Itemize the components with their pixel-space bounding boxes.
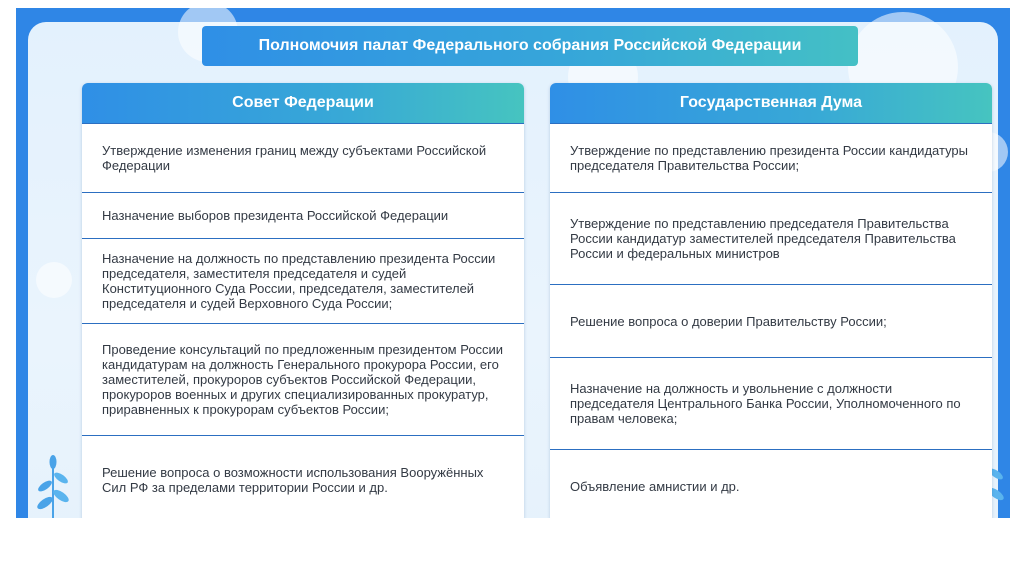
list-item: Утверждение по представлению председателя Правительства России кандидатур заместителей председателя Правительства России и федеральных министров: [550, 192, 992, 284]
list-item: Назначение выборов президента Российской Федерации: [82, 192, 524, 238]
list-item: Решение вопроса о возможности использования Вооружённых Сил РФ за пределами территории России и др.: [82, 435, 524, 518]
list-item: Назначение на должность по представлению президента России председателя, заместителя председателя и судей Конституционного Суда России, председателя, заместителей председателя и судей Верховного Суда России;: [82, 238, 524, 323]
leaf-left-icon: [28, 448, 78, 518]
column-header: Государственная Дума: [550, 83, 992, 123]
slide-frame: [16, 8, 1010, 518]
list-item: Проведение консультаций по предложенным президентом России кандидатурам на должность Генерального прокурора России, его заместителей, прокуроров субъектов Российской Федерации, прокуроров военных и других специализированных прокуратур, приравненных к прокурорам субъектов России;: [82, 323, 524, 435]
column-header: Совет Федерации: [82, 83, 524, 123]
list-item: Утверждение изменения границ между субъектами Российской Федерации: [82, 123, 524, 192]
state-duma-column: [550, 83, 992, 518]
list-item: Решение вопроса о доверии Правительству России;: [550, 284, 992, 357]
decor-bubble: [36, 262, 72, 298]
list-item: Объявление амнистии и др.: [550, 449, 992, 518]
page-margin: [16, 518, 1010, 574]
page-title: Полномочия палат Федерального собрания Российской Федерации: [202, 26, 858, 66]
list-item: Утверждение по представлению президента России кандидатуры председателя Правительства России;: [550, 123, 992, 192]
federation-council-column: [82, 83, 524, 518]
list-item: Назначение на должность и увольнение с должности председателя Центрального Банка России, Уполномоченного по правам человека;: [550, 357, 992, 449]
